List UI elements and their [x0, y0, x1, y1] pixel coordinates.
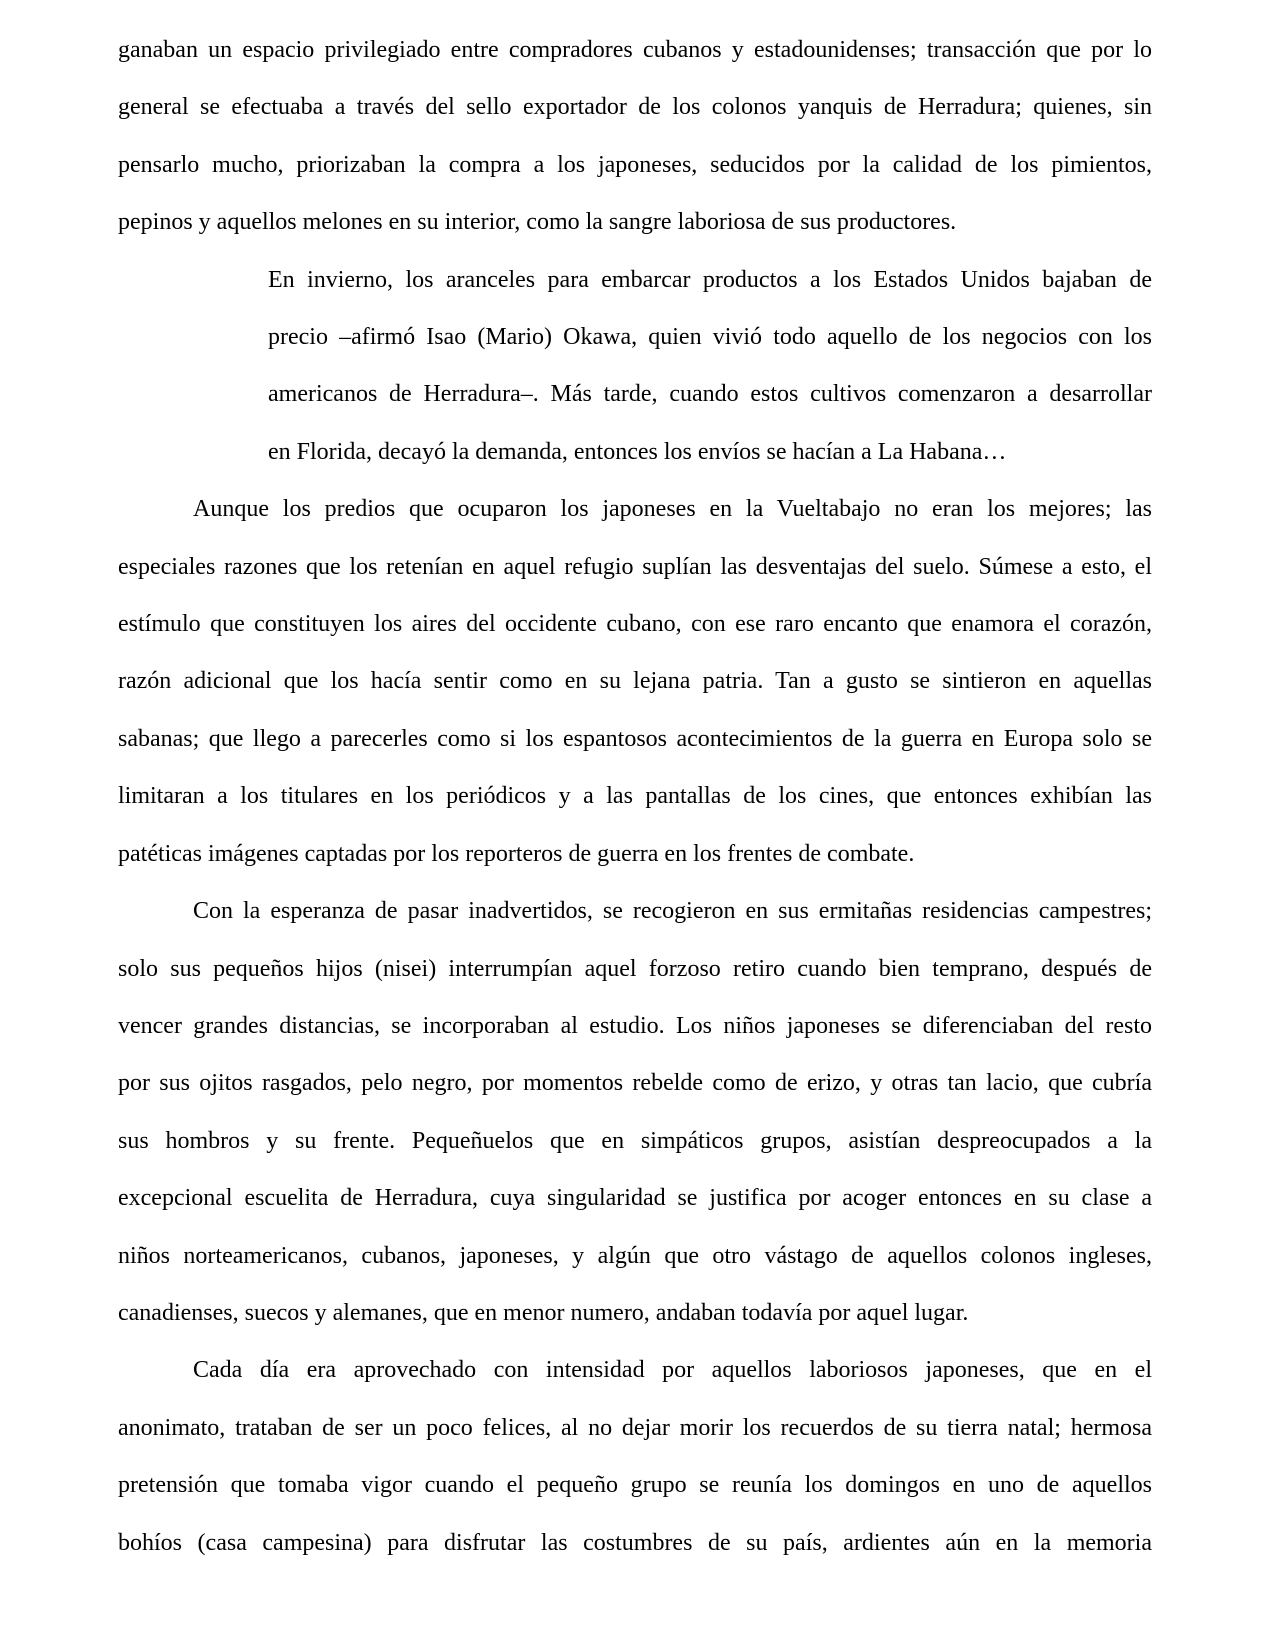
text-line: razón adicional que los hacía sentir como en su lejana patria. Tan a gusto se sintieron en aquellas	[118, 668, 1152, 695]
text-line: vencer grandes distancias, se incorporaban al estudio. Los niños japoneses se diferenciaban del resto	[118, 1012, 1152, 1039]
paragraph	[118, 1342, 1152, 1572]
text-line: limitaran a los titulares en los periódicos y a las pantallas de los cines, que entonces exhibían las	[118, 783, 1152, 810]
text-line: patéticas imágenes captadas por los reporteros de guerra en los frentes de combate.	[118, 840, 915, 867]
text-line: bohíos (casa campesina) para disfrutar las costumbres de su país, ardientes aún en la memoria	[118, 1529, 1152, 1556]
text-line: pepinos y aquellos melones en su interior, como la sangre laboriosa de sus productores.	[118, 209, 957, 236]
text-line: canadienses, suecos y alemanes, que en menor numero, andaban todavía por aquel lugar.	[118, 1299, 969, 1326]
text-line: solo sus pequeños hijos (nisei) interrumpían aquel forzoso retiro cuando bien temprano, después de	[118, 955, 1152, 982]
text-line: niños norteamericanos, cubanos, japoneses, y algún que otro vástago de aquellos colonos ingleses,	[118, 1242, 1152, 1269]
paragraph	[118, 22, 1152, 252]
text-line: Con la esperanza de pasar inadvertidos, se recogieron en sus ermitañas residencias campestres;	[193, 898, 1152, 925]
text-line: pensarlo mucho, priorizaban la compra a los japoneses, seducidos por la calidad de los pimientos,	[118, 151, 1152, 178]
text-line: por sus ojitos rasgados, pelo negro, por momentos rebelde como de erizo, y otras tan lacio, que cubría	[118, 1070, 1152, 1097]
text-line: americanos de Herradura–. Más tarde, cuando estos cultivos comenzaron a desarrollar	[268, 381, 1152, 408]
text-line: anonimato, trataban de ser un poco felices, al no dejar morir los recuerdos de su tierra natal; hermosa	[118, 1414, 1152, 1441]
text-line: Aunque los predios que ocuparon los japoneses en la Vueltabajo no eran los mejores; las	[193, 496, 1152, 523]
text-line: en Florida, decayó la demanda, entonces los envíos se hacían a La Habana…	[268, 438, 1007, 465]
text-line: sus hombros y su frente. Pequeñuelos que en simpáticos grupos, asistían despreocupados a la	[118, 1127, 1152, 1154]
text-line: sabanas; que llego a parecerles como si los espantosos acontecimientos de la guerra en Europa solo se	[118, 725, 1152, 752]
text-line: pretensión que tomaba vigor cuando el pequeño grupo se reunía los domingos en uno de aquellos	[118, 1472, 1152, 1499]
text-line: Cada día era aprovechado con intensidad por aquellos laboriosos japoneses, que en el	[193, 1357, 1152, 1384]
text-line: general se efectuaba a través del sello exportador de los colonos yanquis de Herradura; quienes, sin	[118, 94, 1152, 121]
paragraph	[118, 481, 1152, 883]
block-quote	[118, 252, 1152, 482]
text-line: especiales razones que los retenían en aquel refugio suplían las desventajas del suelo. Súmese a esto, el	[118, 553, 1152, 580]
paragraph	[118, 883, 1152, 1342]
text-line: En invierno, los aranceles para embarcar productos a los Estados Unidos bajaban de	[268, 266, 1152, 293]
text-line: estímulo que constituyen los aires del occidente cubano, con ese raro encanto que enamora el corazón,	[118, 611, 1152, 638]
text-line: precio –afirmó Isao (Mario) Okawa, quien vivió todo aquello de los negocios con los	[268, 324, 1152, 351]
text-line: excepcional escuelita de Herradura, cuya singularidad se justifica por acoger entonces en su clase a	[118, 1185, 1152, 1212]
text-line: ganaban un espacio privilegiado entre compradores cubanos y estadounidenses; transacción que por lo	[118, 37, 1152, 63]
